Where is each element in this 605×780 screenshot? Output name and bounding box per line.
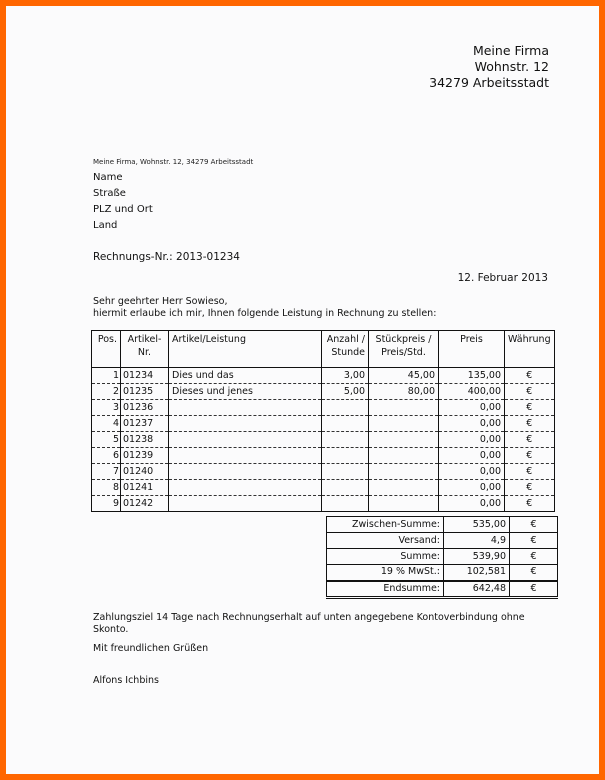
- cell-quantity: [322, 496, 369, 512]
- cell-pos: 7: [92, 464, 121, 480]
- cell-pos: 5: [92, 432, 121, 448]
- cell-article-no: 01239: [121, 448, 169, 464]
- cell-pos: 6: [92, 448, 121, 464]
- cell-quantity: 3,00: [322, 368, 369, 384]
- header-quantity: Anzahl / Stunde: [322, 331, 369, 368]
- cell-unit-price: [369, 448, 439, 464]
- subtotal-label: Zwischen-Summe:: [327, 517, 444, 533]
- cell-quantity: 5,00: [322, 384, 369, 400]
- cell-pos: 3: [92, 400, 121, 416]
- vat-value: 102,581: [444, 565, 510, 581]
- cell-quantity: [322, 480, 369, 496]
- cell-article-no: 01238: [121, 432, 169, 448]
- cell-article-no: 01235: [121, 384, 169, 400]
- recipient-zip-city: PLZ und Ort: [93, 204, 153, 215]
- cell-price: 0,00: [439, 400, 505, 416]
- table-row: [92, 464, 555, 480]
- cell-description: Dies und das: [169, 368, 322, 384]
- cell-unit-price: [369, 480, 439, 496]
- totals-row-vat: [327, 565, 558, 581]
- cell-description: [169, 432, 322, 448]
- sender-company: Meine Firma: [472, 43, 549, 58]
- cell-article-no: 01236: [121, 400, 169, 416]
- sender-street: Wohnstr. 12: [474, 59, 549, 74]
- cell-quantity: [322, 464, 369, 480]
- invoice-items-table: [91, 330, 555, 512]
- cell-currency: €: [505, 400, 555, 416]
- cell-currency: €: [505, 448, 555, 464]
- cell-description: [169, 464, 322, 480]
- cell-pos: 9: [92, 496, 121, 512]
- header-description: Artikel/Leistung: [169, 331, 322, 368]
- cell-description: Dieses und jenes: [169, 384, 322, 400]
- table-row: [92, 432, 555, 448]
- recipient-name: Name: [93, 172, 123, 183]
- greeting: [93, 296, 436, 320]
- shipping-value: 4,9: [444, 533, 510, 549]
- cell-price: 0,00: [439, 448, 505, 464]
- table-row: [92, 368, 555, 384]
- cell-quantity: [322, 432, 369, 448]
- sender-city: 34279 Arbeitsstadt: [429, 75, 549, 90]
- cell-article-no: 01242: [121, 496, 169, 512]
- vat-currency: €: [510, 565, 558, 581]
- cell-description: [169, 480, 322, 496]
- cell-price: 0,00: [439, 464, 505, 480]
- cell-article-no: 01241: [121, 480, 169, 496]
- cell-description: [169, 448, 322, 464]
- vat-label: 19 % MwSt.:: [327, 565, 444, 581]
- cell-description: [169, 496, 322, 512]
- cell-price: 0,00: [439, 496, 505, 512]
- cell-price: 0,00: [439, 480, 505, 496]
- invoice-date: 12. Februar 2013: [457, 272, 548, 284]
- cell-pos: 8: [92, 480, 121, 496]
- cell-price: 135,00: [439, 368, 505, 384]
- cell-quantity: [322, 400, 369, 416]
- table-header-row: [92, 331, 555, 368]
- totals-row-shipping: [327, 533, 558, 549]
- sum-label: Summe:: [327, 549, 444, 565]
- cell-currency: €: [505, 416, 555, 432]
- cell-currency: €: [505, 496, 555, 512]
- cell-currency: €: [505, 384, 555, 400]
- header-article-no: Artikel- Nr.: [121, 331, 169, 368]
- shipping-currency: €: [510, 533, 558, 549]
- recipient-country: Land: [93, 220, 118, 231]
- invoice-number: Rechnungs-Nr.: 2013-01234: [93, 251, 240, 263]
- cell-price: 0,00: [439, 416, 505, 432]
- sender-address: [386, 43, 549, 91]
- totals-row-subtotal: [327, 517, 558, 533]
- cell-price: 400,00: [439, 384, 505, 400]
- cell-unit-price: 45,00: [369, 368, 439, 384]
- grand-total-label: Endsumme:: [327, 581, 444, 598]
- shipping-label: Versand:: [327, 533, 444, 549]
- intro-text: hiermit erlaube ich mir, Ihnen folgende Leistung in Rechnung zu stellen:: [93, 308, 437, 319]
- cell-description: [169, 416, 322, 432]
- cell-price: 0,00: [439, 432, 505, 448]
- recipient-street: Straße: [93, 188, 126, 199]
- recipient-address: [93, 170, 153, 234]
- cell-currency: €: [505, 432, 555, 448]
- totals-row-sum: [327, 549, 558, 565]
- cell-pos: 2: [92, 384, 121, 400]
- cell-article-no: 01234: [121, 368, 169, 384]
- cell-currency: €: [505, 464, 555, 480]
- grand-total-value: 642,48: [444, 581, 510, 598]
- cell-unit-price: [369, 464, 439, 480]
- totals-row-grand-total: [327, 581, 558, 598]
- header-pos: Pos.: [92, 331, 121, 368]
- cell-unit-price: [369, 432, 439, 448]
- table-row: [92, 496, 555, 512]
- cell-pos: 4: [92, 416, 121, 432]
- table-row: [92, 416, 555, 432]
- cell-unit-price: [369, 400, 439, 416]
- table-row: [92, 448, 555, 464]
- cell-description: [169, 400, 322, 416]
- sum-value: 539,90: [444, 549, 510, 565]
- subtotal-currency: €: [510, 517, 558, 533]
- header-unit-price: Stückpreis / Preis/Std.: [369, 331, 439, 368]
- cell-pos: 1: [92, 368, 121, 384]
- grand-total-currency: €: [510, 581, 558, 598]
- closing-phrase: Mit freundlichen Grüßen: [93, 643, 209, 654]
- signature-name: Alfons Ichbins: [93, 675, 159, 686]
- salutation: Sehr geehrter Herr Sowieso,: [93, 296, 228, 307]
- cell-quantity: [322, 416, 369, 432]
- header-currency: Währung: [505, 331, 555, 368]
- cell-unit-price: [369, 496, 439, 512]
- cell-article-no: 01237: [121, 416, 169, 432]
- cell-unit-price: [369, 416, 439, 432]
- subtotal-value: 535,00: [444, 517, 510, 533]
- return-address-line: Meine Firma, Wohnstr. 12, 34279 Arbeitsstadt: [93, 158, 254, 166]
- totals-table: [326, 516, 558, 599]
- table-row: [92, 384, 555, 400]
- cell-currency: €: [505, 368, 555, 384]
- header-price: Preis: [439, 331, 505, 368]
- table-row: [92, 480, 555, 496]
- sum-currency: €: [510, 549, 558, 565]
- table-row: [92, 400, 555, 416]
- payment-terms: Zahlungsziel 14 Tage nach Rechnungserhalt auf unten angegebene Kontoverbindung ohne Skonto.: [93, 612, 525, 635]
- cell-currency: €: [505, 480, 555, 496]
- cell-unit-price: 80,00: [369, 384, 439, 400]
- cell-quantity: [322, 448, 369, 464]
- cell-article-no: 01240: [121, 464, 169, 480]
